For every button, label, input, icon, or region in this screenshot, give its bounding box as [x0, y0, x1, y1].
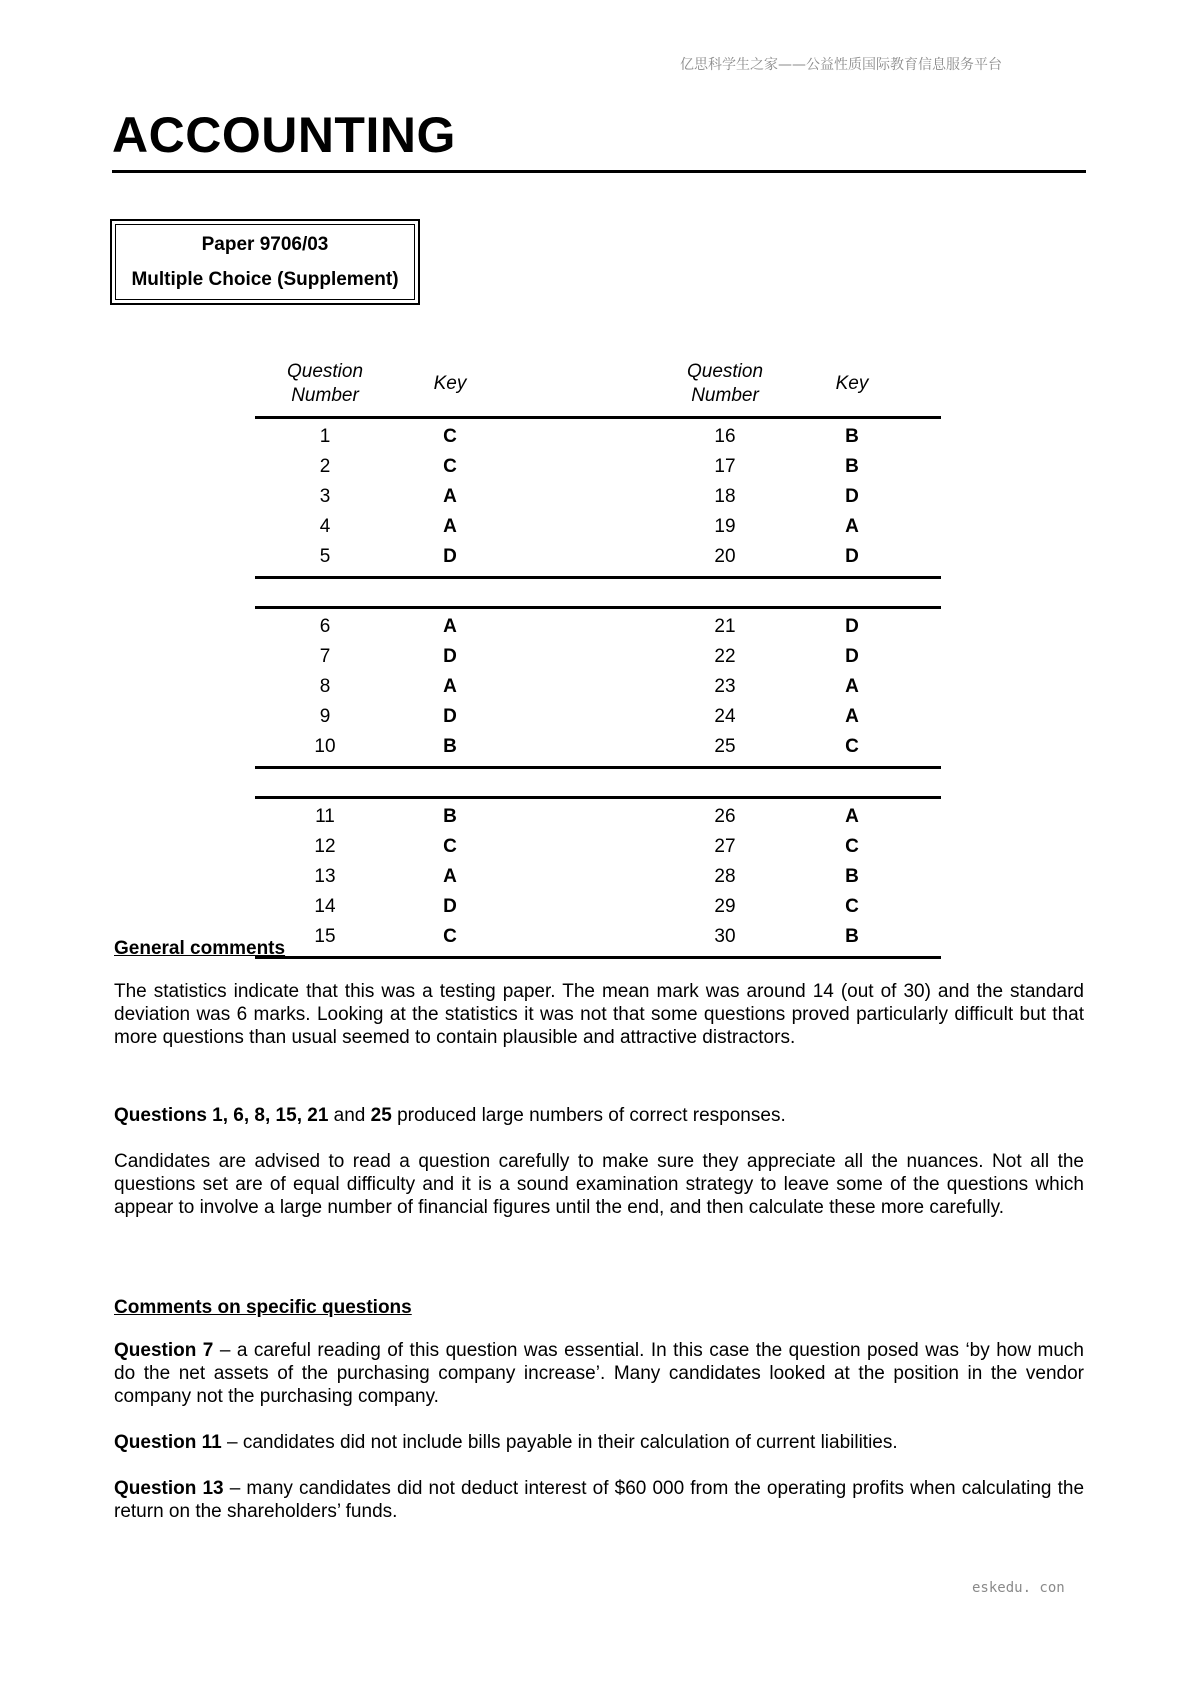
- answer-key-cell: A: [443, 866, 457, 887]
- footer-watermark: eskedu. con: [972, 1580, 1065, 1596]
- answer-key-cell: A: [443, 676, 457, 697]
- answer-key-cell: B: [443, 736, 457, 757]
- comment-question-7: Question 7 – a careful reading of this question was essential. In this case the question posed was ‘by how much do the net assets of the purchasing company increase’. Many candidates looked at the position in the vendor company not the purchasing company.: [114, 1340, 1084, 1407]
- answer-key-cell: A: [845, 676, 859, 697]
- answer-key-cell: C: [845, 836, 859, 857]
- answer-key-cell: A: [443, 486, 457, 507]
- answer-key-cell: D: [845, 546, 859, 567]
- question-number-cell: 1: [319, 426, 331, 447]
- answer-key-cell: D: [443, 646, 457, 667]
- question-number-cell: 20: [714, 546, 736, 567]
- question-number-cell: 11: [315, 806, 335, 827]
- comment-question-11: Question 11 – candidates did not include bills payable in their calculation of current liabilities.: [114, 1432, 898, 1453]
- table-row: [255, 452, 941, 482]
- question-number-cell: 19: [714, 516, 736, 537]
- answer-key-cell: A: [845, 806, 859, 827]
- table-row: [255, 892, 941, 922]
- question-number-cell: 15: [314, 926, 336, 947]
- question-number-cell: 3: [319, 486, 331, 507]
- answer-key-cell: D: [443, 896, 457, 917]
- answer-key-cell: A: [443, 516, 457, 537]
- question-number-cell: 25: [714, 736, 736, 757]
- question-number-cell: 16: [714, 426, 736, 447]
- answer-key-cell: C: [443, 426, 457, 447]
- answer-key-cell: C: [443, 456, 457, 477]
- table-row: [255, 512, 941, 542]
- answer-group: [255, 606, 941, 769]
- table-row: [255, 672, 941, 702]
- table-row: [255, 732, 941, 762]
- specific-comments-heading: Comments on specific questions: [114, 1297, 412, 1318]
- table-row: [255, 832, 941, 862]
- paper-type: Multiple Choice (Supplement): [131, 269, 399, 290]
- table-row: [255, 482, 941, 512]
- general-comments-para-2: Questions 1, 6, 8, 15, 21 and 25 produced large numbers of correct responses.: [114, 1105, 786, 1126]
- question-number-cell: 30: [714, 926, 736, 947]
- question-number-cell: 9: [319, 706, 331, 727]
- answer-key-header: [255, 352, 941, 419]
- question-number-cell: 29: [714, 896, 736, 917]
- header-question-number-1: Question Number: [286, 361, 364, 406]
- table-row: [255, 542, 941, 572]
- answer-key-cell: D: [845, 646, 859, 667]
- answer-key-cell: A: [845, 706, 859, 727]
- question-number-cell: 27: [714, 836, 736, 857]
- question-number-cell: 4: [319, 516, 331, 537]
- question-number-cell: 18: [714, 486, 736, 507]
- question-number-cell: 5: [319, 546, 331, 567]
- answer-group: [255, 419, 941, 579]
- answer-key-cell: A: [845, 516, 859, 537]
- question-number-cell: 2: [319, 456, 331, 477]
- general-comments-para-3: Candidates are advised to read a question carefully to make sure they appreciate all the nuances. Not all the questions set are of equal difficulty and it is a sound examination strategy to leave some of the questions which appear to involve a large number of financial figures until the end, and then calculate these more carefully.: [114, 1151, 1084, 1218]
- title-underline: [112, 170, 1086, 173]
- answer-key-cell: C: [443, 836, 457, 857]
- table-row: [255, 702, 941, 732]
- table-row: [255, 922, 941, 952]
- table-row: [255, 642, 941, 672]
- general-comments-heading: General comments: [114, 938, 286, 959]
- answer-key-cell: B: [845, 926, 859, 947]
- answer-key-table: [255, 352, 941, 959]
- answer-key-cell: D: [443, 706, 457, 727]
- paper-info-box-inner: [115, 224, 415, 300]
- answer-key-cell: B: [845, 456, 859, 477]
- question-number-cell: 28: [714, 866, 736, 887]
- question-number-cell: 8: [319, 676, 331, 697]
- answer-key-cell: C: [443, 926, 457, 947]
- question-number-cell: 21: [714, 616, 736, 637]
- answer-key-cell: C: [845, 896, 859, 917]
- question-number-cell: 26: [714, 806, 736, 827]
- table-row: [255, 422, 941, 452]
- question-number-cell: 13: [314, 866, 336, 887]
- page-title: ACCOUNTING: [112, 107, 456, 163]
- question-number-cell: 17: [714, 456, 736, 477]
- table-row: [255, 862, 941, 892]
- answer-key-cell: C: [845, 736, 859, 757]
- answer-key-body: [255, 419, 941, 959]
- question-number-cell: 22: [714, 646, 736, 667]
- comment-question-13: Question 13 – many candidates did not deduct interest of $60 000 from the operating profits when calculating the return on the shareholders’ funds.: [114, 1478, 1085, 1522]
- question-number-cell: 7: [319, 646, 331, 667]
- question-number-cell: 10: [314, 736, 336, 757]
- header-question-number-2: Question Number: [686, 361, 764, 406]
- header-key-1: Key: [433, 373, 467, 394]
- question-number-cell: 12: [314, 836, 336, 857]
- question-number-cell: 6: [319, 616, 331, 637]
- answer-key-cell: B: [845, 866, 859, 887]
- answer-key-cell: B: [443, 806, 457, 827]
- paper-code: Paper 9706/03: [201, 234, 329, 255]
- answer-key-cell: D: [845, 486, 859, 507]
- header-watermark: 亿思科学生之家——公益性质国际教育信息服务平台: [680, 57, 1002, 73]
- answer-group: [255, 796, 941, 959]
- question-number-cell: 24: [714, 706, 736, 727]
- paper-info-box: [110, 219, 420, 305]
- header-key-2: Key: [835, 373, 869, 394]
- answer-key-cell: D: [845, 616, 859, 637]
- question-number-cell: 23: [714, 676, 736, 697]
- answer-key-cell: D: [443, 546, 457, 567]
- general-comments-para-1: The statistics indicate that this was a testing paper. The mean mark was around 14 (out of 30) and the standard deviation was 6 marks. Looking at the statistics it was not that some questions proved particularly difficult but that more questions than usual seemed to contain plausible and attractive distractors.: [114, 981, 1084, 1048]
- table-row: [255, 802, 941, 832]
- question-number-cell: 14: [314, 896, 336, 917]
- answer-key-cell: A: [443, 616, 457, 637]
- answer-key-cell: B: [845, 426, 859, 447]
- table-row: [255, 612, 941, 642]
